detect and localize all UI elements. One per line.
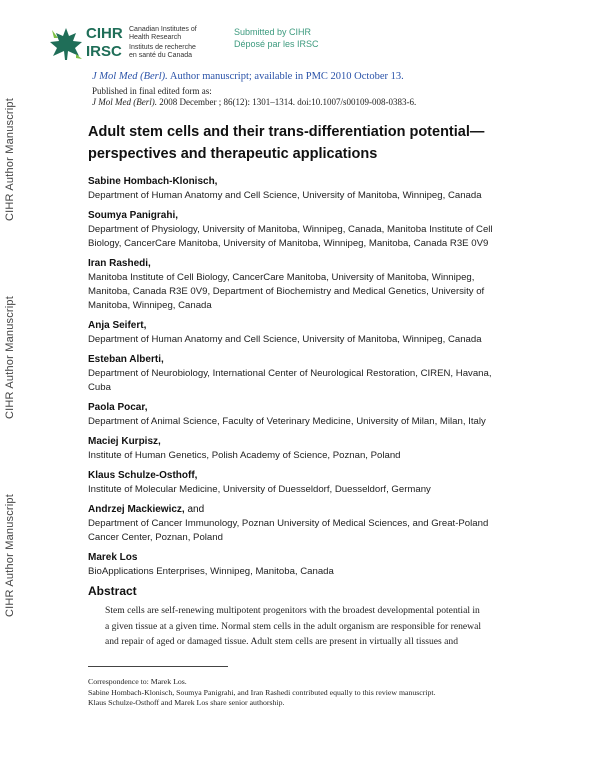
author-name: Paola Pocar, bbox=[88, 402, 148, 413]
author-affiliation: Manitoba, Winnipeg, Canada bbox=[88, 300, 212, 311]
logo-irsc-text: IRSC bbox=[86, 43, 122, 60]
footnote-correspondence: Correspondence to: Marek Los. bbox=[88, 677, 187, 686]
author-entry bbox=[88, 175, 518, 203]
author-affiliation: Department of Cancer Immunology, Poznan University of Medical Sciences, and Great-Poland bbox=[88, 518, 489, 529]
author-entry bbox=[88, 319, 518, 347]
footnote-divider bbox=[88, 666, 228, 667]
sidebar-label-2: CIHR Author Manuscript bbox=[4, 296, 16, 419]
author-affiliation: Institute of Molecular Medicine, University of Duesseldorf, Duesseldorf, Germany bbox=[88, 484, 431, 495]
author-name: Sabine Hombach-Klonisch, bbox=[88, 176, 218, 187]
author-name: Esteban Alberti, bbox=[88, 354, 164, 365]
author-entry bbox=[88, 353, 518, 395]
author-affiliation: Cancer Center, Poznan, Poland bbox=[88, 532, 223, 543]
author-affiliation: Manitoba, Canada R3E 0V9, Department of Biochemistry and Medical Genetics, University of bbox=[88, 286, 485, 297]
abstract-line: Stem cells are self-renewing multipotent progenitors with the broadest developmental potential in bbox=[105, 605, 480, 616]
logo-cihr-text: CIHR bbox=[86, 25, 123, 42]
author-name: Maciej Kurpisz, bbox=[88, 436, 161, 447]
sidebar-label-1: CIHR Author Manuscript bbox=[4, 98, 16, 221]
author-affiliation: Department of Neurobiology, International Center of Neurological Restoration, CIREN, Havana, bbox=[88, 368, 492, 379]
author-affiliation: Cuba bbox=[88, 382, 111, 393]
author-entry bbox=[88, 401, 518, 429]
manuscript-status[interactable] bbox=[92, 71, 404, 82]
author-affiliation: Department of Human Anatomy and Cell Science, University of Manitoba, Winnipeg, Canada bbox=[88, 334, 482, 345]
article-title bbox=[88, 121, 508, 165]
title-line-1: Adult stem cells and their trans-differentiation potential— bbox=[88, 124, 485, 140]
author-entry bbox=[88, 209, 518, 251]
author-name: Iran Rashedi, bbox=[88, 258, 151, 269]
published-citation bbox=[92, 97, 416, 107]
manuscript-status-text: Author manuscript; available in PMC 2010 October 13. bbox=[167, 71, 404, 82]
author-entry bbox=[88, 551, 518, 579]
author-list bbox=[88, 175, 518, 585]
author-affiliation: Department of Human Anatomy and Cell Science, University of Manitoba, Winnipeg, Canada bbox=[88, 190, 482, 201]
abstract-heading: Abstract bbox=[88, 584, 137, 598]
author-entry bbox=[88, 503, 518, 545]
author-name: Klaus Schulze-Osthoff, bbox=[88, 470, 198, 481]
author-name: Marek Los bbox=[88, 552, 138, 563]
author-affiliation: BioApplications Enterprises, Winnipeg, Manitoba, Canada bbox=[88, 566, 334, 577]
author-affiliation: Institute of Human Genetics, Polish Academy of Science, Poznan, Poland bbox=[88, 450, 401, 461]
sidebar-label-3: CIHR Author Manuscript bbox=[4, 494, 16, 617]
maple-leaf-logo-icon bbox=[46, 26, 86, 62]
published-label: Published in final edited form as: bbox=[92, 86, 212, 96]
submitted-by-fr: Déposé par les IRSC bbox=[234, 39, 319, 49]
author-entry bbox=[88, 469, 518, 497]
author-affiliation: Biology, CancerCare Manitoba, University of Manitoba, Winnipeg, Manitoba, Canada R3E 0V9 bbox=[88, 238, 489, 249]
author-entry bbox=[88, 257, 518, 313]
abstract-line: and repair of aged or damaged tissue. Adult stem cells are present in virtually all tissues and bbox=[105, 636, 459, 647]
abstract-body bbox=[105, 603, 507, 650]
manuscript-journal: J Mol Med (Berl). bbox=[92, 71, 168, 82]
footnote-equal-contribution: Sabine Hombach-Klonisch, Soumya Panigrahi, and Iran Rashedi contributed equally to this review manuscript. bbox=[88, 688, 436, 697]
abstract-line: a given tissue at a given time. Normal stem cells in the adult organism are responsible for renewal bbox=[105, 620, 482, 632]
author-name: Soumya Panigrahi, bbox=[88, 210, 179, 221]
author-entry bbox=[88, 435, 518, 463]
logo-english-name: Canadian Institutes of Health Research bbox=[129, 26, 197, 41]
logo-french-name: Instituts de recherche en santé du Canada bbox=[129, 44, 196, 59]
author-affiliation: Manitoba Institute of Cell Biology, CancerCare Manitoba, University of Manitoba, Winnipeg, bbox=[88, 272, 475, 283]
header bbox=[46, 24, 546, 70]
footnote-senior-authorship: Klaus Schulze-Osthoff and Marek Los share senior authorship. bbox=[88, 698, 285, 707]
author-name: Anja Seifert, bbox=[88, 320, 147, 331]
submitted-by-en: Submitted by CIHR bbox=[234, 27, 312, 37]
title-line-2: perspectives and therapeutic applications bbox=[88, 146, 378, 162]
author-affiliation: Department of Animal Science, Faculty of Veterinary Medicine, University of Milan, Milan, Italy bbox=[88, 416, 486, 427]
published-journal: J Mol Med (Berl). bbox=[92, 97, 157, 107]
author-affiliation: Department of Physiology, University of Manitoba, Winnipeg, Canada, Manitoba Institute of Cell bbox=[88, 224, 493, 235]
published-citation-text: 2008 December ; 86(12): 1301–1314. doi:10.1007/s00109-008-0383-6. bbox=[156, 97, 417, 107]
author-name: Andrzej Mackiewicz, and bbox=[88, 504, 205, 515]
